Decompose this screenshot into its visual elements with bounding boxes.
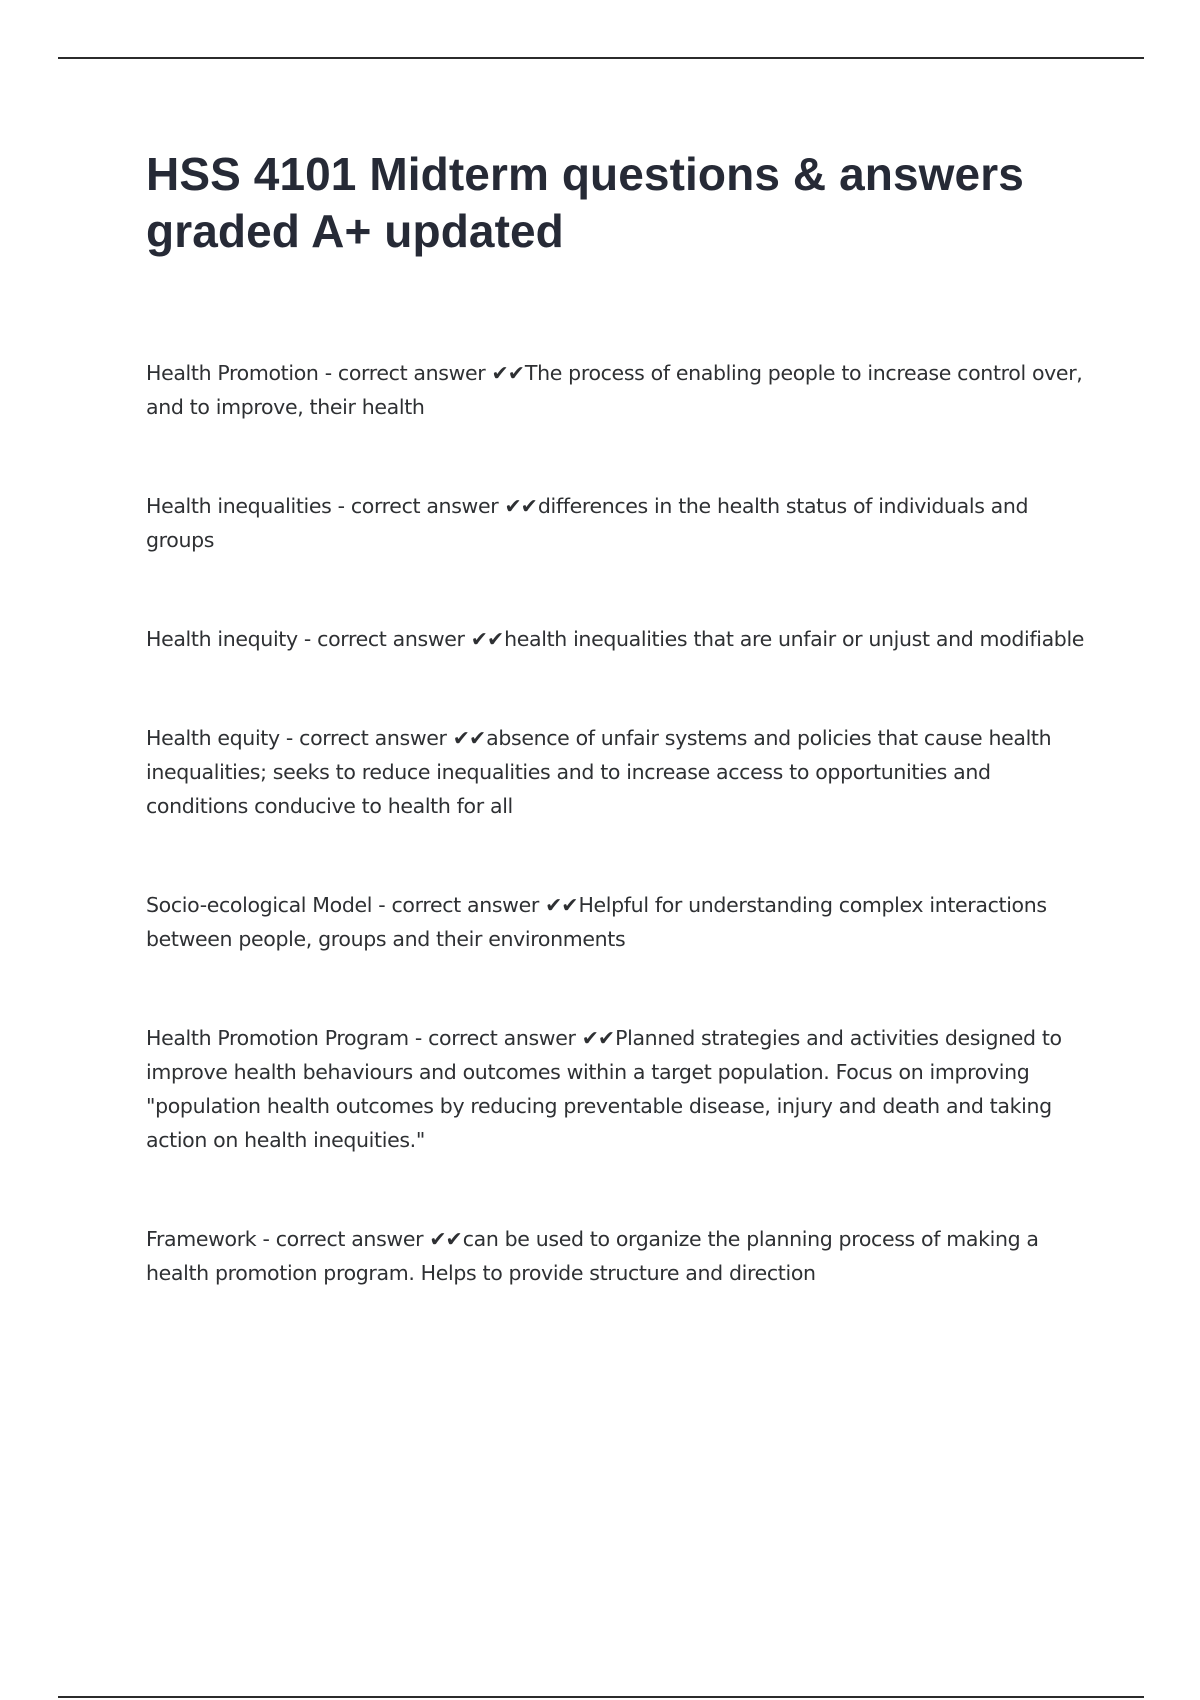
- qa-separator: - correct answer: [297, 627, 471, 651]
- top-divider: [58, 57, 1144, 59]
- qa-list: [146, 356, 1090, 1290]
- qa-term: Framework: [146, 1227, 257, 1251]
- qa-separator: - correct answer: [331, 494, 505, 518]
- qa-item-health-promotion-program: [146, 1021, 1090, 1157]
- check-mark-icon: ✔✔: [545, 893, 578, 917]
- qa-definition: can be used to organize the planning process of making a health promotion program. Helps to provide structure and direction: [146, 1227, 1039, 1285]
- qa-item-health-equity: [146, 721, 1090, 823]
- document-body: [146, 146, 1090, 1355]
- bottom-divider: [58, 1696, 1144, 1698]
- qa-separator: - correct answer: [279, 726, 453, 750]
- check-mark-icon: ✔✔: [491, 361, 524, 385]
- qa-item-health-inequity: [146, 622, 1090, 656]
- qa-term: Health inequity: [146, 627, 298, 651]
- check-mark-icon: ✔✔: [470, 627, 504, 651]
- qa-definition: differences in the health status of individuals and groups: [146, 494, 1029, 552]
- document-title: HSS 4101 Midterm questions & answers graded A+ updated: [146, 148, 1024, 257]
- qa-term: Health Promotion: [146, 361, 319, 385]
- qa-separator: - correct answer: [408, 1026, 582, 1050]
- qa-definition: The process of enabling people to increase control over, and to improve, their health: [146, 361, 1083, 419]
- qa-item-socio-ecological-model: [146, 888, 1090, 956]
- qa-item-framework: [146, 1222, 1090, 1290]
- check-mark-icon: ✔✔: [504, 494, 537, 518]
- qa-separator: - correct answer: [372, 893, 546, 917]
- check-mark-icon: ✔✔: [429, 1227, 462, 1251]
- qa-separator: - correct answer: [256, 1227, 430, 1251]
- qa-term: Health inequalities: [146, 494, 332, 518]
- check-mark-icon: ✔✔: [452, 726, 486, 750]
- qa-item-health-promotion: [146, 356, 1090, 424]
- qa-term: Health equity: [146, 726, 280, 750]
- check-mark-icon: ✔✔: [581, 1026, 615, 1050]
- qa-definition: Helpful for understanding complex interactions between people, groups and their environments: [146, 893, 1047, 951]
- qa-definition: absence of unfair systems and policies that cause health inequalities; seeks to reduce inequalities and to increase access to opportunities and conditions conducive to health for all: [146, 726, 1052, 818]
- qa-term: Health Promotion Program: [146, 1026, 409, 1050]
- qa-term: Socio-ecological Model: [146, 893, 373, 917]
- qa-definition: health inequalities that are unfair or unjust and modifiable: [504, 627, 1085, 651]
- qa-definition: Planned strategies and activities designed to improve health behaviours and outcomes within a target population. Focus on improving "population health outcomes by reducing preventable disease, injury and death and taking action on health inequities.": [146, 1026, 1062, 1152]
- qa-separator: - correct answer: [318, 361, 492, 385]
- qa-item-health-inequalities: [146, 489, 1090, 557]
